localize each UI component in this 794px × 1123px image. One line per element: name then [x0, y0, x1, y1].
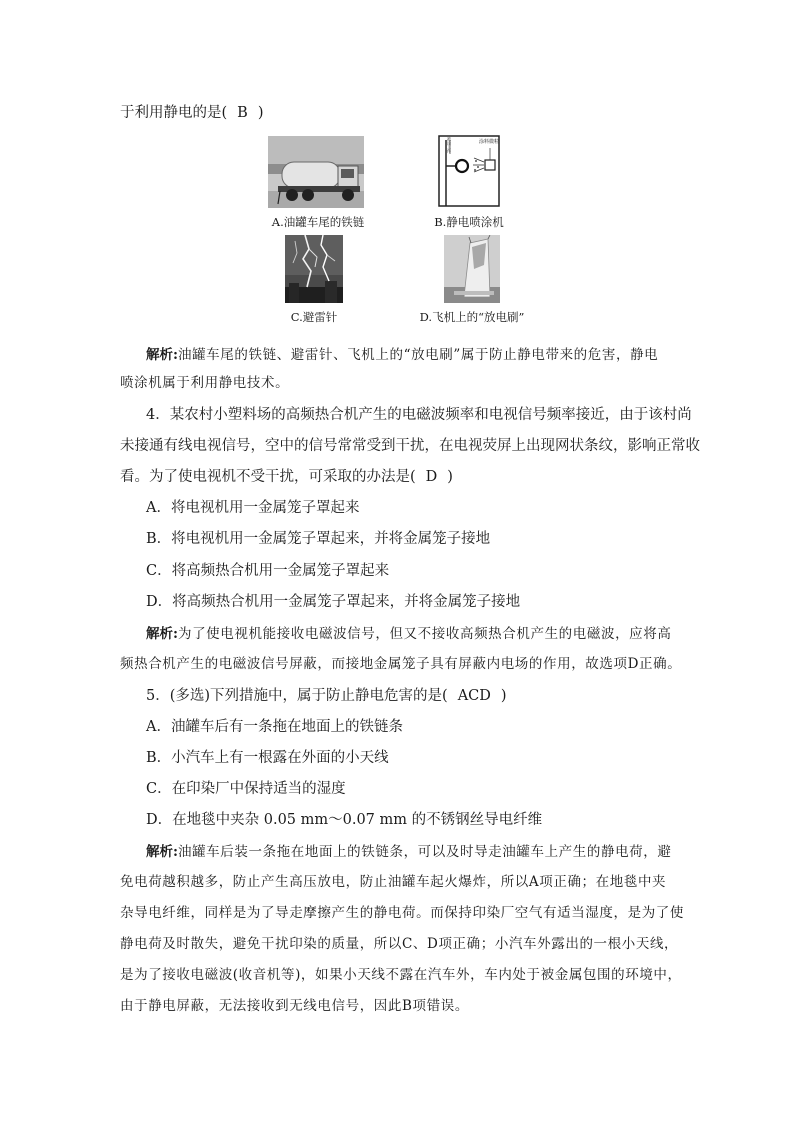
diagram-label-workpiece: 被涂工件	[447, 137, 452, 153]
q5-explanation-line-3: 杂导电纤维，同样是为了导走摩擦产生的静电荷。而保持印染厂空气有适当湿度，是为了使	[120, 905, 684, 921]
diagram-label-particles: 涂料微粒	[479, 139, 500, 145]
spray-coater-diagram	[438, 134, 500, 208]
q5-explanation-line-2: 免电荷越积越多，防止产生高压放电，防止油罐车起火爆炸，所以A项正确；在地毯中夹	[120, 874, 667, 890]
q5-option-a: A．油罐车后有一条拖在地面上的铁链条	[146, 719, 403, 735]
q3-answer: B	[237, 105, 248, 121]
q5-answer: ACD	[457, 688, 491, 704]
q5-explanation-text-1: 油罐车后装一条拖在地面上的铁链条，可以及时导走油罐车上产生的静电荷，避	[177, 844, 672, 860]
q4-option-a: A．将电视机用一金属笼子罩起来	[146, 500, 360, 516]
q5-option-d: D．在地毯中夹杂 0.05 mm～0.07 mm 的不锈钢丝导电纤维	[146, 812, 543, 828]
q3-explanation-line-2: 喷涂机属于利用静电技术。	[120, 375, 290, 391]
q4-stem-line-1: 4．某农村小塑料场的高频热合机产生的电磁波频率和电视信号频率接近，由于该村尚	[146, 407, 692, 423]
q4-stem-line-2: 未接通有线电视信号，空中的信号常常受到干扰，在电视荧屏上出现网状条纹，影响正常收	[120, 438, 700, 454]
q5-close-paren: )	[500, 688, 507, 704]
q4-stem-text-3: 看。为了使电视机不受干扰，可采取的办法是(	[120, 469, 416, 485]
q4-explanation-line-2: 频热合机产生的电磁波信号屏蔽，而接地金属笼子具有屏蔽内电场的作用，故选项D正确。	[120, 656, 682, 672]
q4-explanation-label: 解析:	[146, 626, 178, 642]
q4-option-d: D．将高频热合机用一金属笼子罩起来，并将金属笼子接地	[146, 594, 521, 610]
q5-explanation-line-5: 是为了接收电磁波(收音机等)，如果小天线不露在汽车外，车内处于被金属包围的环境中，	[120, 967, 682, 983]
q4-stem-line-3	[120, 467, 680, 487]
q5-explanation-line-4: 静电荷及时散失，避免干扰印染的质量，所以C、D项正确；小汽车外露出的一根小天线，	[120, 936, 679, 952]
q4-option-b: B．将电视机用一金属笼子罩起来，并将金属笼子接地	[146, 531, 491, 547]
tanker-truck-photo	[268, 136, 364, 208]
lightning-photo	[285, 235, 343, 303]
q5-option-c: C．在印染厂中保持适当的湿度	[146, 781, 346, 797]
q5-stem-text: 5．(多选)下列措施中，属于防止静电危害的是(	[146, 688, 448, 704]
q4-answer: D	[425, 469, 438, 485]
q3-stem-tail	[120, 103, 680, 123]
figure-c-caption: C.避雷针	[290, 310, 338, 324]
q5-option-b: B．小汽车上有一根露在外面的小天线	[146, 750, 389, 766]
q4-explanation-line-1	[146, 624, 706, 644]
q4-option-c: C．将高频热合机用一金属笼子罩起来	[146, 563, 390, 579]
figure-d-caption: D.飞机上的“放电刷”	[419, 310, 525, 324]
figure-a-caption: A.油罐车尾的铁链	[271, 215, 365, 229]
q5-explanation-label: 解析:	[146, 844, 178, 860]
q4-explanation-text-1: 为了使电视机能接收电磁波信号，但又不接收高频热合机产生的电磁波，应将高	[177, 626, 672, 642]
q3-stem-text: 于利用静电的是(	[120, 105, 228, 121]
q3-explanation-label: 解析:	[146, 347, 178, 363]
figure-b-caption: B.静电喷涂机	[434, 215, 504, 229]
q4-close-paren: )	[447, 469, 453, 485]
q3-explanation-line-1	[146, 345, 706, 365]
q3-explanation-text-1: 油罐车尾的铁链、避雷针、飞机上的“放电刷”属于防止静电带来的危害，静电	[177, 347, 659, 363]
airplane-tail-photo	[444, 235, 500, 303]
q5-stem	[146, 686, 706, 706]
q3-close-paren: )	[257, 105, 264, 121]
q5-explanation-line-6: 由于静电屏蔽，无法接收到无线电信号，因此B项错误。	[120, 998, 469, 1014]
q5-explanation-line-1	[146, 842, 706, 862]
